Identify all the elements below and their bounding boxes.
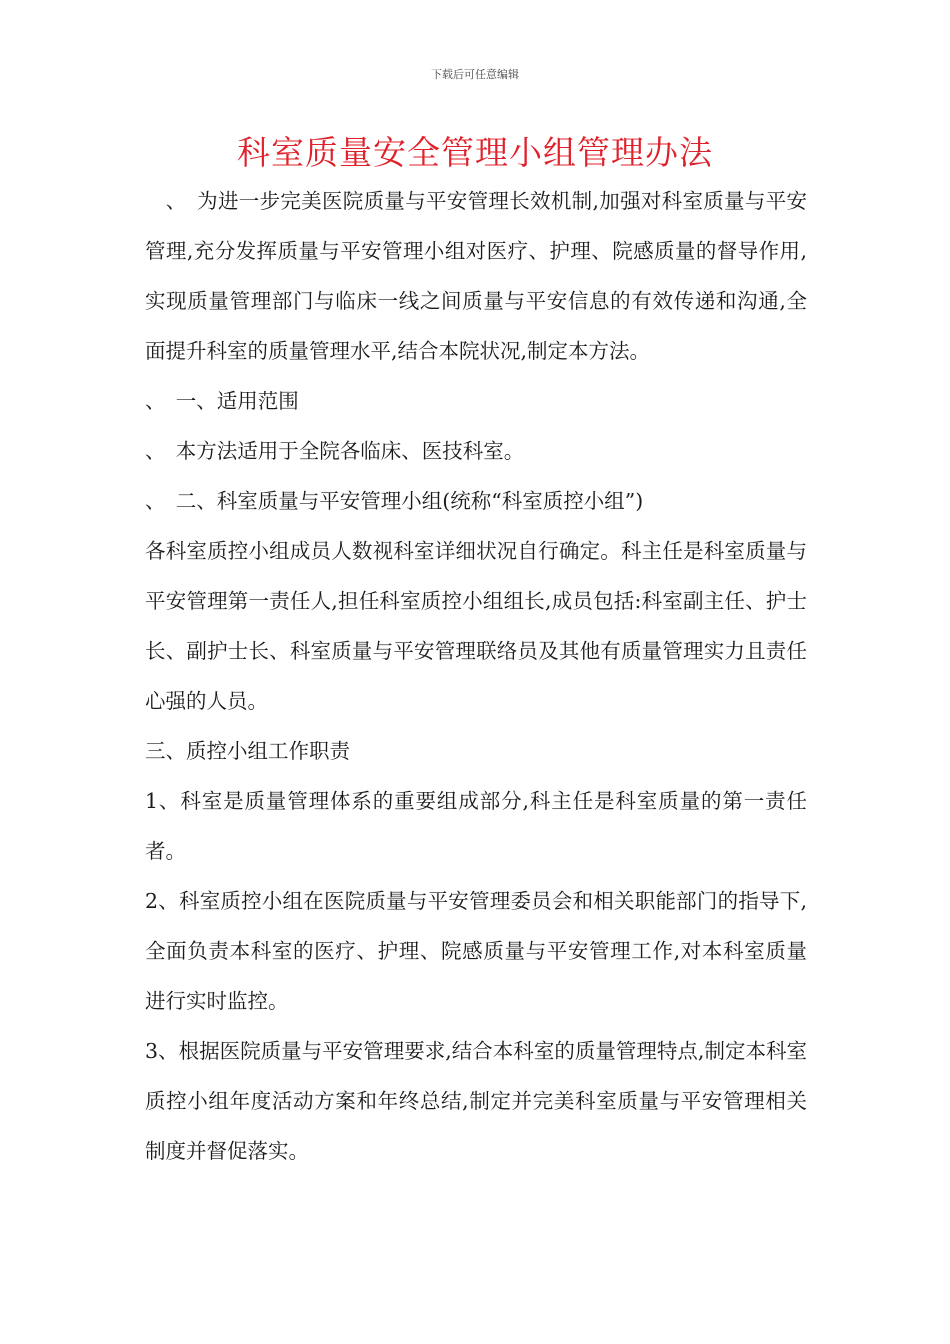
paragraph-duty-1: 1、科室是质量管理体系的重要组成部分,科主任是科室质量的第一责任者。 [145,789,807,863]
paragraph-scope: 、 本方法适用于全院各临床、医技科室。 [145,439,525,463]
page-header-note: 下载后可任意编辑 [431,68,519,81]
document-body [145,176,807,1176]
paragraph-team-composition: 各科室质控小组成员人数视科室详细状况自行确定。科主任是科室质量与平安管理第一责任人,担任科室质控小组组长,成员包括:科室副主任、护士长、副护士长、科室质量与平安管理联络员及其他有质量管理实力且责任心强的人员。 [145,539,807,713]
document-title: 科室质量安全管理小组管理办法 [237,133,713,172]
paragraph-intro: 、 为进一步完美医院质量与平安管理长效机制,加强对科室质量与平安管理,充分发挥质量与平安管理小组对医疗、护理、院感质量的督导作用,实现质量管理部门与临床一线之间质量与平安信息的有效传递和沟通,全面提升科室的质量管理水平,结合本院状况,制定本方法。 [145,189,807,363]
paragraph-section-3-heading: 三、质控小组工作职责 [145,739,350,763]
paragraph-section-2-heading: 、 二、科室质量与平安管理小组(统称“科室质控小组”) [145,489,644,513]
paragraph-duty-3: 3、根据医院质量与平安管理要求,结合本科室的质量管理特点,制定本科室质控小组年度活动方案和年终总结,制定并完美科室质量与平安管理相关制度并督促落实。 [145,1039,807,1163]
paragraph-section-1-heading: 、 一、适用范围 [145,389,299,413]
paragraph-duty-2: 2、科室质控小组在医院质量与平安管理委员会和相关职能部门的指导下,全面负责本科室的医疗、护理、院感质量与平安管理工作,对本科室质量进行实时监控。 [145,889,807,1013]
